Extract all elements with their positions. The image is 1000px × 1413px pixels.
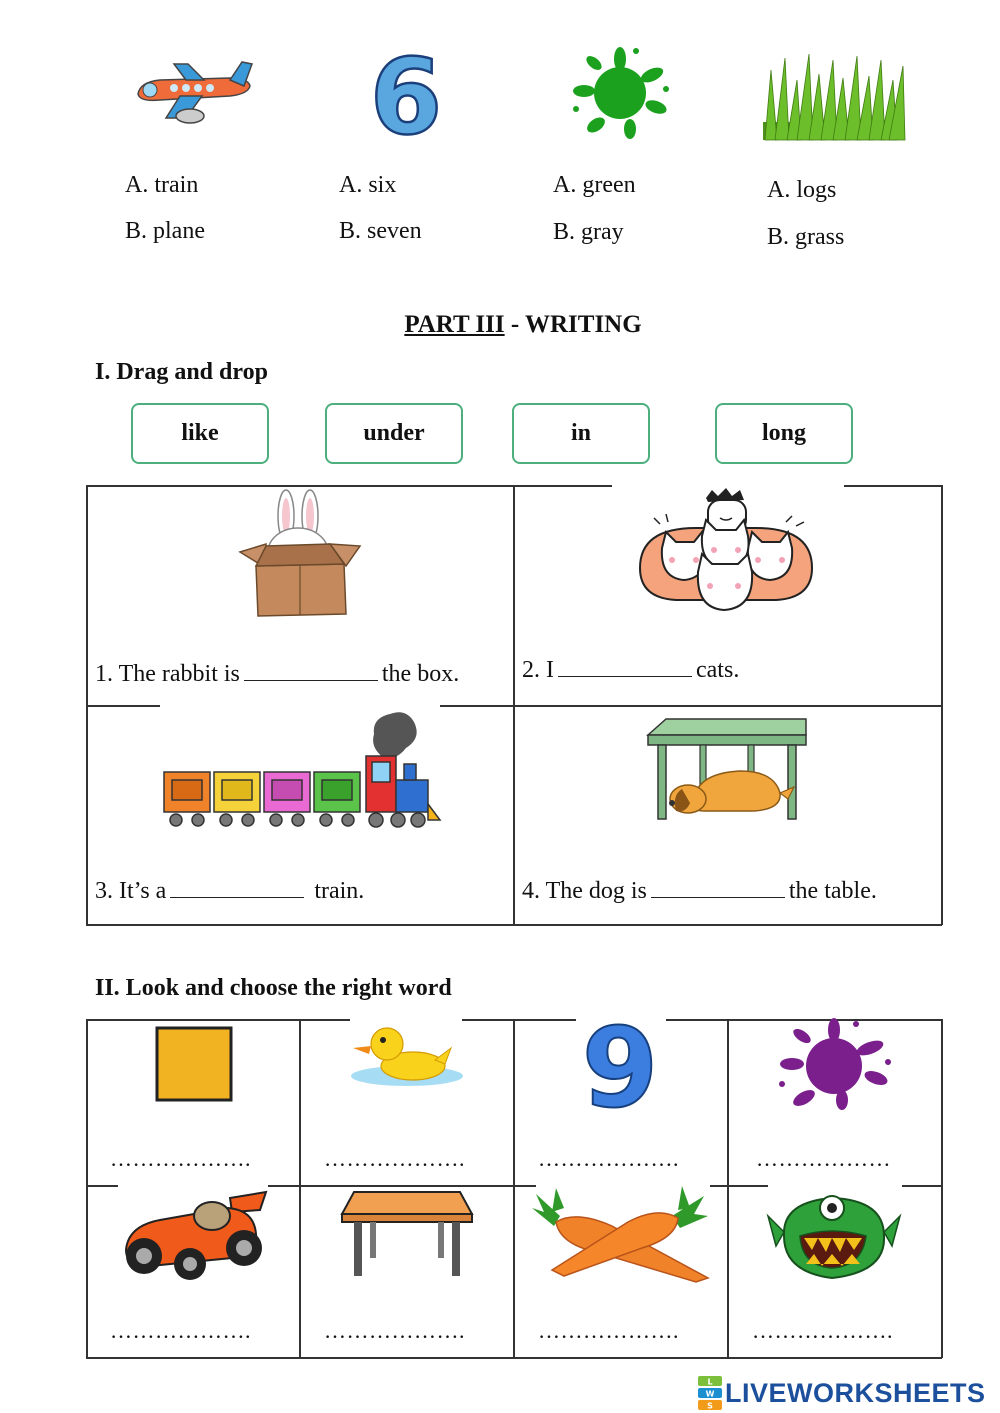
sentence-2-blank[interactable] [558, 656, 692, 677]
nine-glyph: 9 [581, 1014, 659, 1110]
sentence-4-blank[interactable] [651, 877, 785, 898]
q2-option-a[interactable]: A. six [339, 172, 397, 198]
sentence-3-prefix: 3. It’s a [95, 878, 167, 904]
sentence-4 [522, 877, 877, 905]
grid2-gap-mid-a [118, 1182, 268, 1189]
logo-mark-letter-3: S [707, 1401, 713, 1410]
word-box-like[interactable]: like [131, 403, 269, 464]
sentence-2-prefix: 2. I [522, 657, 554, 683]
sentence-3-suffix: train. [308, 878, 365, 904]
sentence-1-suffix: the box. [381, 661, 460, 687]
logo-text: LIVEWORKSHEETS [725, 1377, 986, 1408]
word-box-long[interactable]: long [715, 403, 853, 464]
q3-option-a[interactable]: A. green [553, 172, 636, 198]
sentence-2-suffix: cats. [696, 657, 740, 683]
dog-under-table-icon [644, 717, 810, 823]
airplane-icon [130, 58, 255, 126]
q1-option-b[interactable]: B. plane [125, 218, 205, 244]
duck-icon [347, 1018, 465, 1088]
long-train-icon [160, 708, 442, 834]
sentence-1-prefix: 1. The rabbit is [95, 661, 240, 687]
sentence-2 [522, 656, 739, 684]
purple-splash-icon [776, 1018, 894, 1110]
logo-mark-letter-1: L [707, 1377, 713, 1387]
grid2-border-left [86, 1019, 88, 1358]
answer-dots-2[interactable]: ………………. [324, 1146, 465, 1171]
answer-dots-6[interactable]: ………………. [324, 1318, 465, 1343]
q1-option-a[interactable]: A. train [125, 172, 199, 198]
yellow-square-icon [155, 1026, 233, 1102]
sentence-3 [95, 877, 364, 905]
answer-dots-7[interactable]: ………………. [538, 1318, 679, 1343]
race-car-icon [120, 1190, 268, 1282]
logo-mark-icon [698, 1376, 722, 1410]
q4-option-b[interactable]: B. grass [767, 224, 845, 250]
grid2-divider-1 [299, 1019, 301, 1358]
grid2-divider-2 [513, 1019, 515, 1358]
word-box-in[interactable]: in [512, 403, 650, 464]
boy-hugging-cats-icon [636, 488, 816, 614]
word-box-under[interactable]: under [325, 403, 463, 464]
section1-title: I. Drag and drop [95, 359, 268, 385]
carrots-icon [532, 1186, 710, 1286]
liveworksheets-logo[interactable] [698, 1375, 986, 1411]
number-nine-icon [572, 1014, 668, 1110]
number-six-icon [366, 45, 446, 140]
sentence-4-prefix: 4. The dog is [522, 878, 647, 904]
grid2-border-right [941, 1019, 943, 1358]
logo-mark-letter-2: W [705, 1389, 715, 1399]
sentence-4-suffix: the table. [788, 878, 877, 904]
sentence-3-blank[interactable] [170, 877, 304, 898]
table-icon [340, 1188, 474, 1278]
q2-option-b[interactable]: B. seven [339, 218, 422, 244]
section2-title: II. Look and choose the right word [95, 975, 452, 1001]
grass-icon [757, 50, 907, 142]
q4-option-a[interactable]: A. logs [767, 177, 837, 203]
part-title-underlined: PART III [404, 311, 505, 338]
sentence-1-blank[interactable] [244, 660, 378, 681]
rabbit-in-box-icon [236, 488, 364, 618]
answer-dots-8[interactable]: ………………. [752, 1318, 893, 1343]
grid2-divider-3 [727, 1019, 729, 1358]
part-title [0, 311, 1000, 339]
sentence-1 [95, 660, 459, 688]
six-glyph: 6 [369, 45, 443, 140]
green-monster-icon [766, 1186, 902, 1282]
answer-dots-5[interactable]: ………………. [110, 1318, 251, 1343]
answer-dots-1[interactable]: ………………. [110, 1146, 251, 1171]
q3-option-b[interactable]: B. gray [553, 219, 624, 245]
green-splash-icon [570, 45, 670, 140]
answer-dots-4[interactable]: ……………… [756, 1146, 891, 1171]
part-title-rest: - WRITING [504, 311, 642, 338]
answer-dots-3[interactable]: ………………. [538, 1146, 679, 1171]
